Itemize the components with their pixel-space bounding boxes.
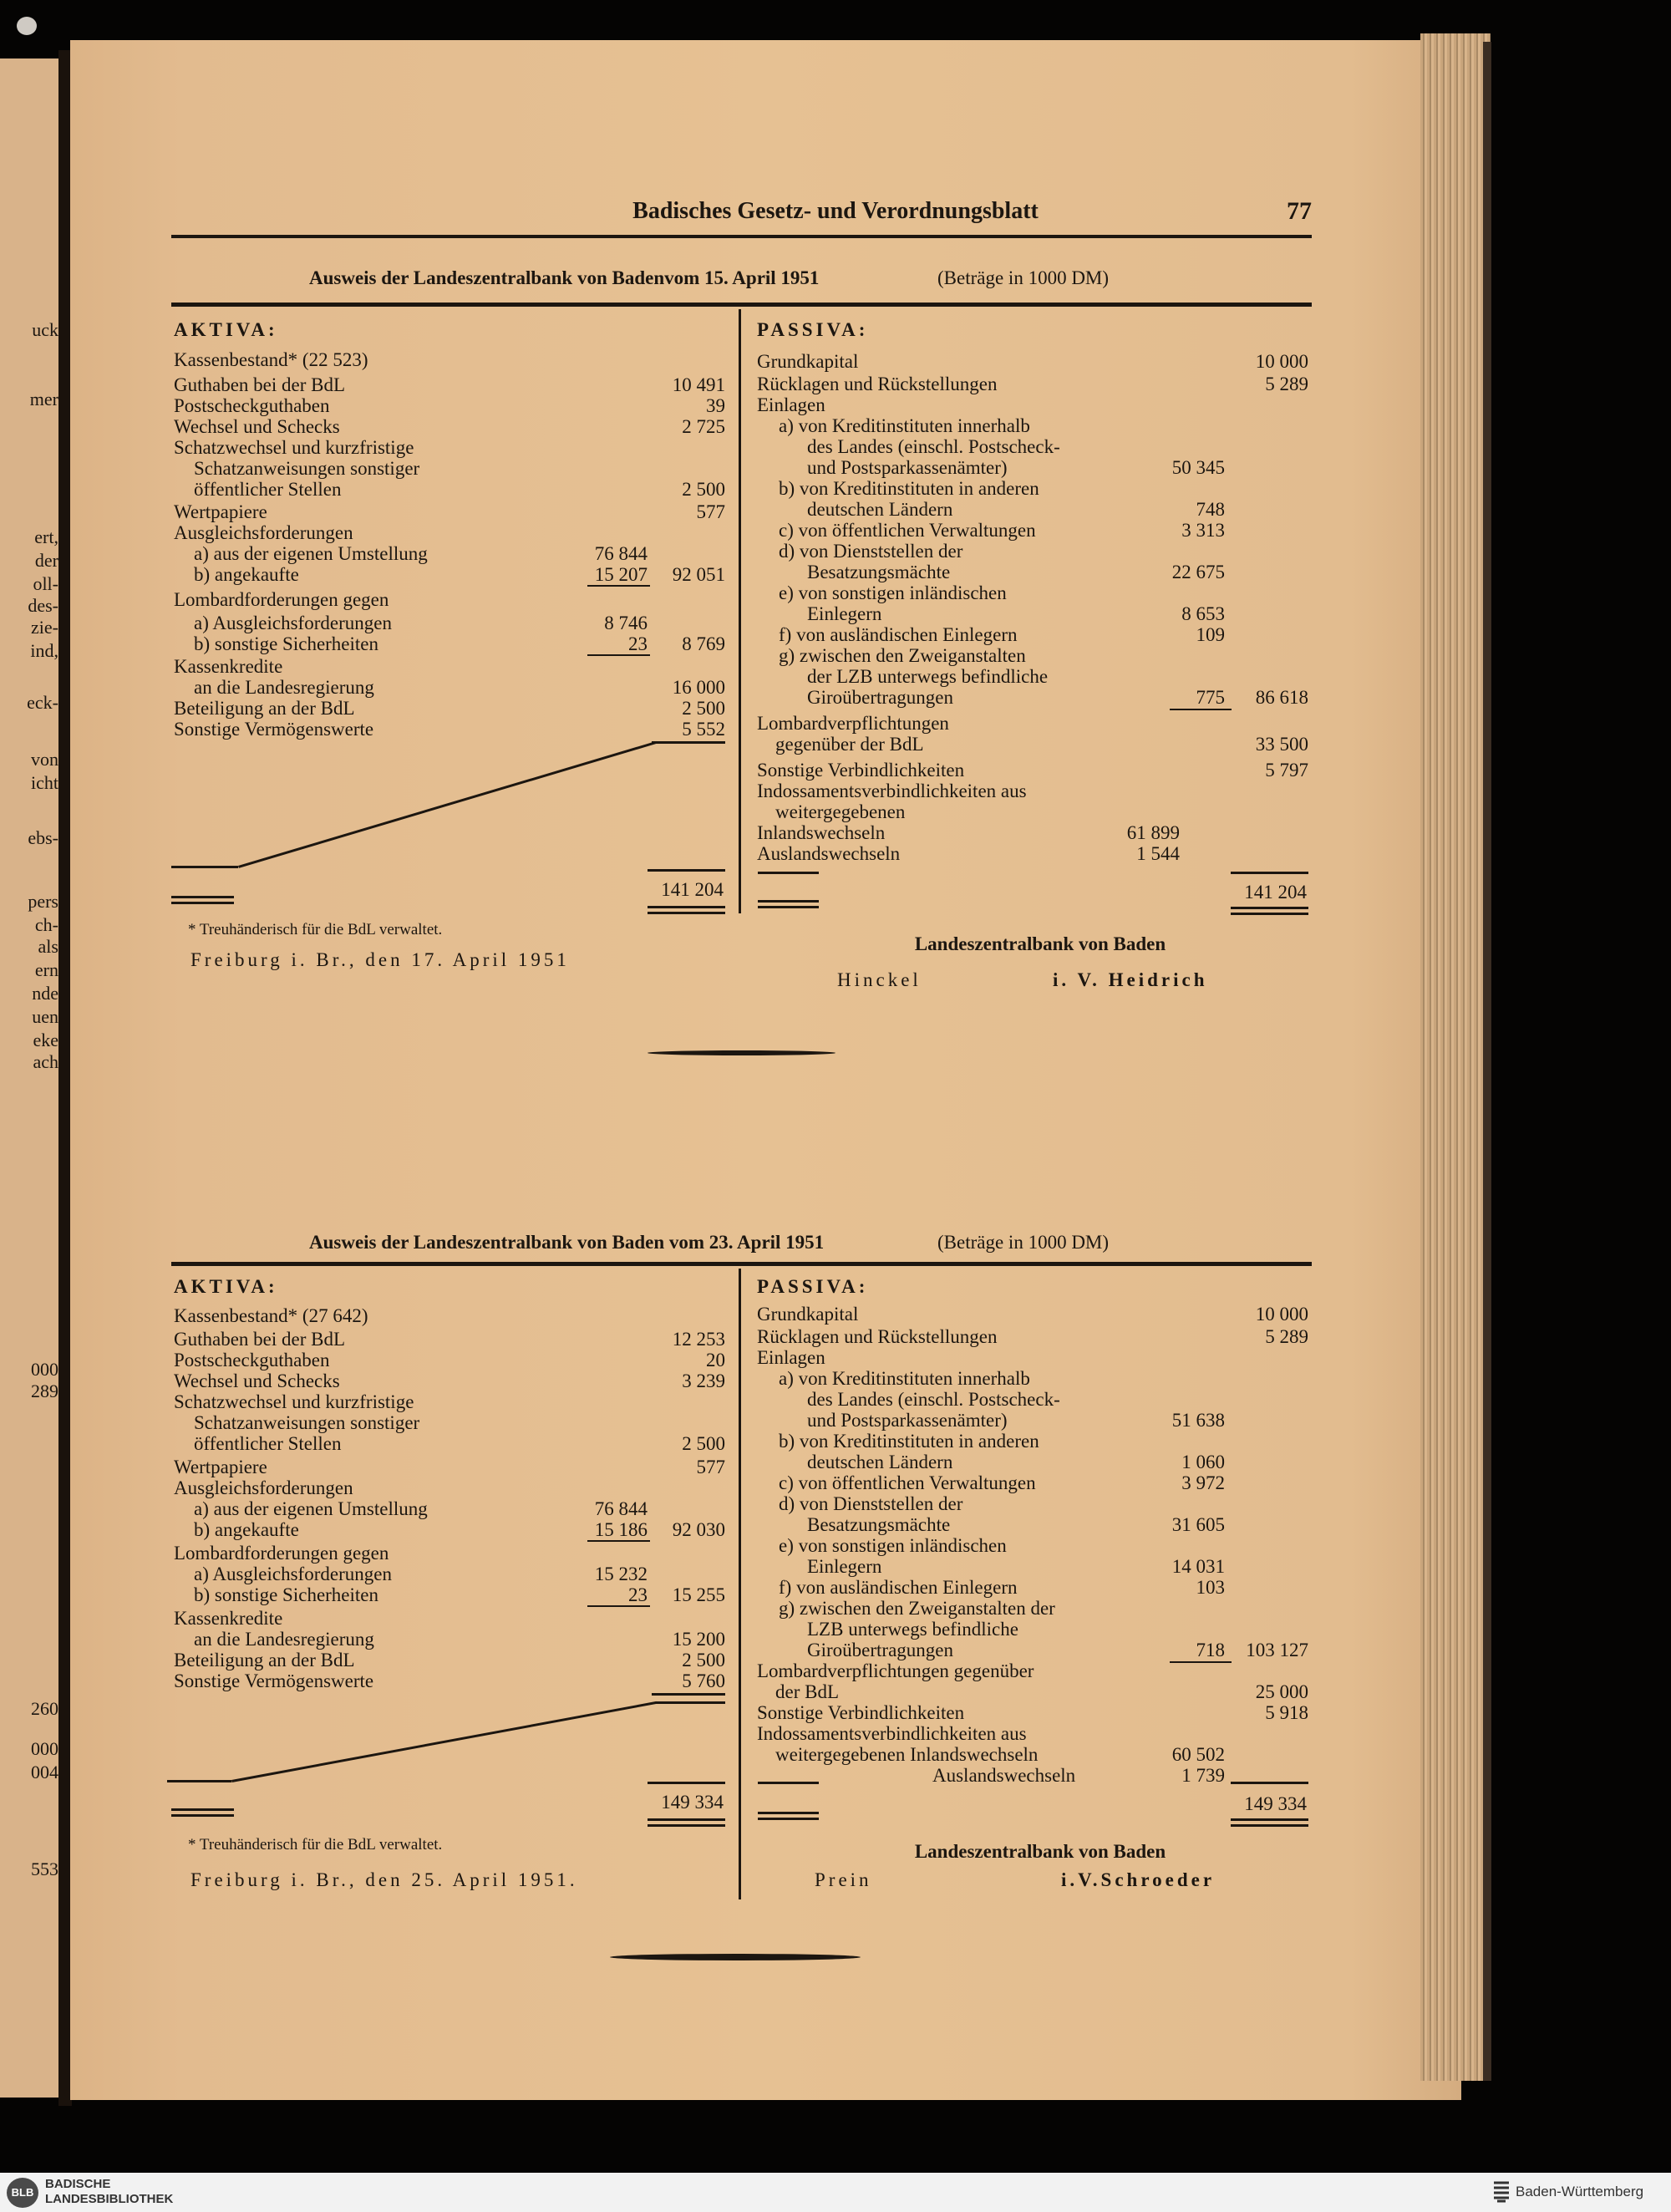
passiva-row-label: deutschen Ländern — [807, 1452, 953, 1472]
passiva-row-label: Einlagen — [757, 394, 825, 415]
aktiva-row-label: a) Ausgleichsforderungen — [194, 613, 392, 633]
passiva-heading: PASSIVA: — [757, 1276, 869, 1297]
passiva-row-label: Giroübertragungen — [807, 1640, 953, 1660]
passiva-row-label: deutschen Ländern — [807, 499, 953, 520]
signatory-left: Prein — [815, 1869, 872, 1890]
left-margin-fragment: 553 — [31, 1859, 58, 1879]
aktiva-row-label: a) aus der eigenen Umstellung — [194, 1498, 428, 1519]
place-date: Freiburg i. Br., den 25. April 1951. — [190, 1869, 578, 1890]
aktiva-row-label: öffentlicher Stellen — [194, 479, 342, 500]
left-margin-fragment: des- — [28, 595, 58, 616]
passiva-row-label: Grundkapital — [757, 351, 859, 372]
aktiva-row-amount: 5 552 — [682, 719, 725, 740]
report-title: Ausweis der Landeszentralbank von Badenvom 15. April 1951 — [309, 267, 820, 288]
aktiva-row-label: Kassenkredite — [174, 656, 283, 677]
report-top-rule — [171, 1262, 1312, 1266]
aktiva-row-subamount: 23 — [628, 633, 648, 654]
passiva-row-subamount: 109 — [1196, 624, 1225, 645]
passiva-row-subamount: 61 899 — [1126, 822, 1180, 843]
passiva-row-label: g) zwischen den Zweiganstalten der — [779, 1598, 1055, 1619]
passiva-row-subamount: 3 313 — [1181, 520, 1225, 541]
subtotal-rule — [587, 1540, 650, 1542]
aktiva-total: 141 204 — [661, 879, 724, 900]
state-coat-of-arms-icon — [1492, 2179, 1511, 2204]
blank-fill-line — [758, 872, 819, 874]
aktiva-row-label: Wechsel und Schecks — [174, 1370, 340, 1391]
aktiva-row-subamount: 23 — [628, 1584, 648, 1605]
section-ornament-rule — [648, 1050, 836, 1055]
aktiva-row-label: Lombardforderungen gegen — [174, 1543, 389, 1564]
aktiva-row-label: Wechsel und Schecks — [174, 416, 340, 437]
passiva-row-subamount: 1 544 — [1136, 843, 1180, 864]
page-number: 77 — [1287, 197, 1312, 225]
left-margin-fragment: ind, — [30, 640, 58, 661]
aktiva-row-label: b) sonstige Sicherheiten — [194, 1584, 379, 1605]
aktiva-row-amount: 92 030 — [672, 1519, 725, 1540]
passiva-row-label: Lombardverpflichtungen gegenüber — [757, 1660, 1034, 1681]
aktiva-row-label: Guthaben bei der BdL — [174, 1329, 346, 1350]
passiva-row-amount: 10 000 — [1255, 351, 1308, 372]
aktiva-row-label: öffentlicher Stellen — [194, 1433, 342, 1454]
blank-fill-line — [758, 1782, 819, 1784]
passiva-row-label: d) von Dienststellen der — [779, 541, 963, 562]
sum-double-rule — [648, 906, 725, 908]
aktiva-row-label: Schatzwechsel und kurzfristige — [174, 1391, 414, 1412]
passiva-row-label: b) von Kreditinstituten in anderen — [779, 478, 1039, 499]
passiva-row-label: und Postsparkassenämter) — [807, 457, 1008, 478]
sum-double-rule — [648, 1824, 725, 1827]
passiva-row-amount: 103 127 — [1246, 1640, 1308, 1660]
aktiva-passiva-divider — [739, 309, 741, 913]
passiva-row-subamount: 14 031 — [1171, 1556, 1225, 1577]
issuing-bank: Landeszentralbank von Baden — [914, 933, 1166, 954]
aktiva-row-label: an die Landesregierung — [194, 677, 374, 698]
aktiva-row-label: a) Ausgleichsforderungen — [194, 1564, 392, 1584]
place-date: Freiburg i. Br., den 17. April 1951 — [190, 949, 570, 970]
passiva-row-amount: 5 797 — [1265, 760, 1308, 781]
sum-rule — [648, 869, 725, 872]
passiva-row-subamount: 22 675 — [1171, 562, 1225, 582]
left-margin-fragment: ebs- — [28, 827, 58, 848]
aktiva-heading: AKTIVA: — [174, 1276, 278, 1297]
aktiva-row-label: Sonstige Vermögenswerte — [174, 719, 374, 740]
left-margin-fragment: eke — [33, 1030, 58, 1050]
blank-fill-line — [231, 1701, 657, 1782]
aktiva-row-amount: 12 253 — [672, 1329, 725, 1350]
left-margin-fragment: icht — [31, 772, 58, 793]
aktiva-row-amount: 577 — [696, 1457, 725, 1477]
report-title: Ausweis der Landeszentralbank von Baden vom 23. April 1951 — [309, 1232, 825, 1253]
passiva-row-label: Einlegern — [807, 1556, 882, 1577]
passiva-total: 149 334 — [1244, 1793, 1307, 1814]
blank-fill-line — [167, 1780, 231, 1782]
passiva-row-label: Sonstige Verbindlichkeiten — [757, 1702, 965, 1723]
subtotal-rule — [1170, 1661, 1232, 1663]
aktiva-row-label: Lombardforderungen gegen — [174, 589, 389, 610]
passiva-row-amount: 5 289 — [1265, 374, 1308, 394]
left-double-rule — [171, 1814, 234, 1817]
passiva-row-label: Grundkapital — [757, 1304, 859, 1325]
aktiva-row-amount: 2 500 — [682, 479, 725, 500]
left-margin-fragment: 000 — [31, 1359, 58, 1380]
passiva-row-label: weitergegebenen — [775, 801, 906, 822]
aktiva-row-subamount: 76 844 — [594, 1498, 648, 1519]
passiva-row-subamount: 103 — [1196, 1577, 1225, 1598]
left-margin-fragment: 260 — [31, 1698, 58, 1719]
passiva-row-label: Inlandswechseln — [757, 822, 886, 843]
left-double-rule — [171, 1808, 234, 1811]
report-top-rule — [171, 303, 1312, 307]
blank-fill-line — [656, 741, 725, 744]
aktiva-row-label: Beteiligung an der BdL — [174, 698, 355, 719]
left-double-rule — [758, 1818, 819, 1820]
left-margin-fragment: zie- — [31, 617, 58, 638]
sum-double-rule — [648, 1818, 725, 1821]
passiva-row-label: Rücklagen und Rückstellungen — [757, 374, 998, 394]
passiva-row-amount: 86 618 — [1255, 687, 1308, 708]
aktiva-row-amount: 5 760 — [682, 1670, 725, 1691]
blank-fill-line — [171, 866, 238, 868]
signatory-right: i.V.Schroeder — [1061, 1869, 1216, 1890]
passiva-row-label: Besatzungsmächte — [807, 1514, 951, 1535]
signatory-right: i. V. Heidrich — [1053, 969, 1208, 990]
signatory-left: Hinckel — [837, 969, 922, 990]
aktiva-heading: AKTIVA: — [174, 319, 278, 340]
passiva-row-subamount: 60 502 — [1171, 1744, 1225, 1765]
passiva-row-amount: 25 000 — [1255, 1681, 1308, 1702]
left-margin-fragment: uck — [32, 319, 58, 340]
passiva-row-label: a) von Kreditinstituten innerhalb — [779, 1368, 1030, 1389]
aktiva-row-label: Kassenbestand* (22 523) — [174, 349, 368, 370]
passiva-total: 141 204 — [1244, 882, 1307, 903]
passiva-row-label: des Landes (einschl. Postscheck- — [807, 1389, 1060, 1410]
library-name-line1: BADISCHE — [45, 2177, 111, 2191]
aktiva-row-label: Schatzwechsel und kurzfristige — [174, 437, 414, 458]
left-margin-fragment: eck- — [27, 692, 58, 713]
blb-logo[interactable] — [7, 2178, 38, 2208]
page-edges-shadow — [1483, 42, 1491, 2081]
passiva-row-label: Besatzungsmächte — [807, 562, 951, 582]
aktiva-row-subamount: 15 207 — [594, 564, 648, 585]
aktiva-row-label: a) aus der eigenen Umstellung — [194, 543, 428, 564]
sum-rule — [648, 1782, 725, 1784]
aktiva-row-label: Postscheckguthaben — [174, 395, 330, 416]
book-page — [70, 40, 1461, 2100]
passiva-row-label: Auslandswechseln — [757, 843, 901, 864]
passiva-row-subamount: 718 — [1196, 1640, 1225, 1660]
passiva-row-subamount: 3 972 — [1181, 1472, 1225, 1493]
viewer-footer — [0, 2173, 1671, 2212]
passiva-row-label: Giroübertragungen — [807, 687, 953, 708]
aktiva-row-amount: 8 769 — [682, 633, 725, 654]
aktiva-row-amount: 20 — [706, 1350, 725, 1370]
scan-stain — [17, 17, 37, 35]
passiva-row-subamount: 50 345 — [1171, 457, 1225, 478]
left-double-rule — [758, 900, 819, 903]
passiva-row-label: der LZB unterwegs befindliche — [807, 666, 1049, 687]
aktiva-row-subamount: 76 844 — [594, 543, 648, 564]
aktiva-row-amount: 2 500 — [682, 1650, 725, 1670]
sum-double-rule — [1231, 1818, 1308, 1821]
aktiva-row-label: Wertpapiere — [174, 501, 267, 522]
left-margin-fragment: nde — [32, 983, 58, 1004]
aktiva-row-label: b) sonstige Sicherheiten — [194, 633, 379, 654]
aktiva-row-amount: 2 500 — [682, 1433, 725, 1454]
passiva-row-subamount: 31 605 — [1171, 1514, 1225, 1535]
aktiva-row-label: Postscheckguthaben — [174, 1350, 330, 1370]
passiva-row-label: d) von Dienststellen der — [779, 1493, 963, 1514]
library-name-line2: LANDESBIBLIOTHEK — [45, 2192, 174, 2206]
left-margin-fragment: ach — [33, 1051, 58, 1072]
passiva-row-label: Sonstige Verbindlichkeiten — [757, 760, 965, 781]
section-ornament-rule — [610, 1954, 861, 1960]
blb-logo-text: BLB — [11, 2186, 34, 2199]
passiva-row-subamount: 8 653 — [1181, 603, 1225, 624]
left-margin-fragment: ert, — [34, 526, 58, 547]
aktiva-row-label: Sonstige Vermögenswerte — [174, 1670, 374, 1691]
passiva-row-amount: 5 918 — [1265, 1702, 1308, 1723]
passiva-row-label: Indossamentsverbindlichkeiten aus — [757, 1723, 1027, 1744]
sum-double-rule — [1231, 1824, 1308, 1827]
sum-rule — [1231, 872, 1308, 874]
aktiva-row-label: Kassenkredite — [174, 1608, 283, 1629]
report-amount-unit: (Beträge in 1000 DM) — [937, 267, 1110, 288]
sum-rule — [1231, 1782, 1308, 1784]
aktiva-row-label: Ausgleichsforderungen — [174, 1477, 353, 1498]
passiva-row-subamount: 1 739 — [1181, 1765, 1225, 1786]
left-margin-fragment: der — [34, 550, 58, 571]
aktiva-row-amount: 2 725 — [682, 416, 725, 437]
passiva-row-label: gegenüber der BdL — [775, 734, 924, 755]
left-margin-fragment: pers — [28, 891, 58, 912]
left-margin-fragment: oll- — [33, 573, 58, 594]
aktiva-row-amount: 3 239 — [682, 1370, 725, 1391]
sum-double-rule — [1231, 907, 1308, 909]
aktiva-total: 149 334 — [661, 1792, 724, 1813]
sum-double-rule — [648, 912, 725, 914]
passiva-row-label: der BdL — [775, 1681, 840, 1702]
passiva-row-label: c) von öffentlichen Verwaltungen — [779, 520, 1036, 541]
passiva-row-label: LZB unterwegs befindliche — [807, 1619, 1018, 1640]
blank-fill-line — [238, 741, 657, 868]
page-edges — [1420, 33, 1491, 2081]
issuing-bank: Landeszentralbank von Baden — [914, 1841, 1166, 1862]
left-margin-fragment: uen — [32, 1006, 58, 1027]
aktiva-row-label: Kassenbestand* (27 642) — [174, 1305, 368, 1326]
footnote: * Treuhänderisch für die BdL verwaltet. — [188, 1836, 443, 1854]
aktiva-row-label: an die Landesregierung — [194, 1629, 374, 1650]
aktiva-row-amount: 92 051 — [672, 564, 725, 585]
aktiva-row-label: Schatzanweisungen sonstiger — [194, 458, 420, 479]
aktiva-row-label: Wertpapiere — [174, 1457, 267, 1477]
header-rule — [171, 235, 1312, 238]
aktiva-row-amount: 577 — [696, 501, 725, 522]
running-header-title: Badisches Gesetz- und Verordnungsblatt — [632, 198, 1039, 224]
passiva-row-label: a) von Kreditinstituten innerhalb — [779, 415, 1030, 436]
blank-fill-line — [656, 1701, 725, 1704]
left-margin-fragment: ern — [34, 959, 58, 980]
aktiva-row-label: Ausgleichsforderungen — [174, 522, 353, 543]
left-margin-fragment: von — [31, 749, 58, 770]
report-amount-unit: (Beträge in 1000 DM) — [937, 1232, 1110, 1253]
subtotal-rule — [587, 654, 650, 656]
passiva-row-label: c) von öffentlichen Verwaltungen — [779, 1472, 1036, 1493]
passiva-row-subamount: 1 060 — [1181, 1452, 1225, 1472]
passiva-row-label: f) von ausländischen Einlegern — [779, 1577, 1018, 1598]
passiva-row-amount: 5 289 — [1265, 1326, 1308, 1347]
aktiva-row-label: b) angekaufte — [194, 564, 299, 585]
aktiva-row-amount: 16 000 — [672, 677, 725, 698]
aktiva-row-amount: 10 491 — [672, 374, 725, 395]
passiva-row-subamount: 51 638 — [1171, 1410, 1225, 1431]
aktiva-row-label: Beteiligung an der BdL — [174, 1650, 355, 1670]
passiva-row-label: weitergegebenen Inlandswechseln — [775, 1744, 1039, 1765]
passiva-row-label: des Landes (einschl. Postscheck- — [807, 436, 1060, 457]
aktiva-row-label: Guthaben bei der BdL — [174, 374, 346, 395]
passiva-row-amount: 10 000 — [1255, 1304, 1308, 1325]
aktiva-row-label: Schatzanweisungen sonstiger — [194, 1412, 420, 1433]
aktiva-row-amount: 39 — [706, 395, 725, 416]
sum-double-rule — [1231, 913, 1308, 915]
aktiva-row-subamount: 15 186 — [594, 1519, 648, 1540]
left-margin-fragment: mer — [29, 389, 58, 409]
state-name[interactable]: Baden-Württemberg — [1516, 2184, 1644, 2199]
aktiva-row-amount: 15 200 — [672, 1629, 725, 1650]
aktiva-row-subamount: 15 232 — [594, 1564, 648, 1584]
aktiva-row-label: b) angekaufte — [194, 1519, 299, 1540]
left-margin-fragment: ch- — [34, 914, 58, 935]
passiva-row-label: Einlegern — [807, 603, 882, 624]
left-double-rule — [171, 902, 234, 904]
aktiva-row-subamount: 8 746 — [604, 613, 648, 633]
passiva-row-label: Auslandswechseln — [932, 1765, 1076, 1786]
footnote: * Treuhänderisch für die BdL verwaltet. — [188, 921, 443, 938]
passiva-row-label: e) von sonstigen inländischen — [779, 1535, 1007, 1556]
aktiva-passiva-divider — [739, 1269, 741, 1899]
total-rule — [652, 1693, 725, 1696]
passiva-row-label: Indossamentsverbindlichkeiten aus — [757, 781, 1027, 801]
passiva-row-label: e) von sonstigen inländischen — [779, 582, 1007, 603]
left-margin-fragment: 000 — [31, 1738, 58, 1759]
left-double-rule — [758, 906, 819, 908]
passiva-row-amount: 33 500 — [1255, 734, 1308, 755]
left-double-rule — [758, 1812, 819, 1814]
passiva-row-label: g) zwischen den Zweiganstalten — [779, 645, 1026, 666]
passiva-row-label: f) von ausländischen Einlegern — [779, 624, 1018, 645]
left-double-rule — [171, 896, 234, 898]
passiva-row-label: Rücklagen und Rückstellungen — [757, 1326, 998, 1347]
subtotal-rule — [587, 585, 650, 587]
passiva-row-subamount: 748 — [1196, 499, 1225, 520]
aktiva-row-amount: 15 255 — [672, 1584, 725, 1605]
subtotal-rule — [587, 1605, 650, 1607]
passiva-heading: PASSIVA: — [757, 319, 869, 340]
subtotal-rule — [1170, 709, 1232, 710]
passiva-row-label: Lombardverpflichtungen — [757, 713, 949, 734]
passiva-row-label: b) von Kreditinstituten in anderen — [779, 1431, 1039, 1452]
passiva-row-subamount: 775 — [1196, 687, 1225, 708]
left-margin-fragment: 004 — [31, 1762, 58, 1782]
aktiva-row-amount: 2 500 — [682, 698, 725, 719]
left-margin-fragment: 289 — [31, 1381, 58, 1401]
passiva-row-label: und Postsparkassenämter) — [807, 1410, 1008, 1431]
left-margin-fragment: als — [38, 936, 58, 957]
passiva-row-label: Einlagen — [757, 1347, 825, 1368]
left-page-strip — [0, 58, 65, 2098]
